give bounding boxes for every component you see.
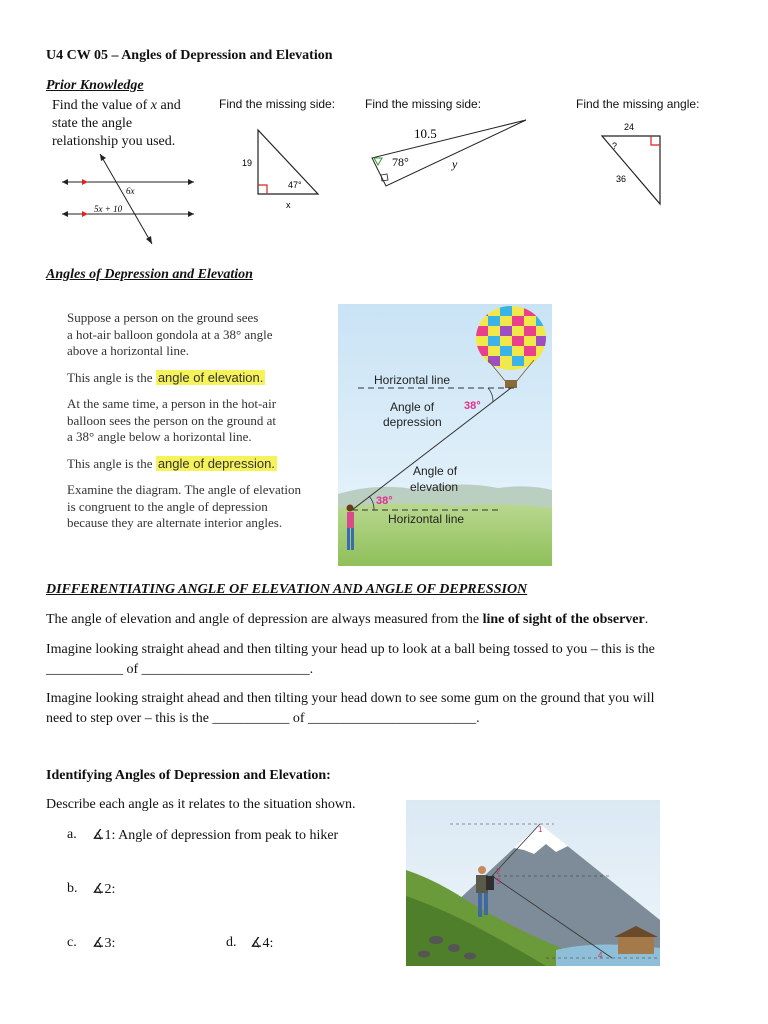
- unknown-x-label: x: [286, 200, 291, 210]
- unknown-y-label: y: [452, 157, 458, 171]
- problem-4-title: Find the missing angle:: [576, 97, 700, 111]
- angle-4-label: 4: [598, 951, 603, 960]
- side-19-label: 19: [242, 158, 253, 168]
- describe-instruction: Describe each angle as it relates to the situation shown.: [46, 797, 356, 812]
- item-d-text: ∡4:: [250, 936, 274, 951]
- worksheet-title: U4 CW 05 – Angles of Depression and Elevation: [46, 48, 333, 63]
- problem-3-title: Find the missing side:: [365, 97, 482, 111]
- horizontal-line-bottom-label: Horizontal line: [388, 512, 465, 526]
- side-36-label: 36: [616, 174, 627, 184]
- elevation-label-1: Angle of: [413, 464, 458, 478]
- angle-1-label: 1: [538, 825, 543, 834]
- section-heading-angles: Angles of Depression and Elevation: [46, 267, 253, 282]
- hyp-10-5-label: 10.5: [414, 126, 437, 141]
- section-heading-identifying: Identifying Angles of Depression and Elevation:: [46, 768, 331, 783]
- angle-78-label: 78°: [392, 155, 409, 169]
- horizontal-line-top-label: Horizontal line: [374, 373, 451, 387]
- mountain-diagram: [406, 800, 660, 966]
- lesson-text: Suppose a person on the ground sees a hot-air balloon gondola at a 38° angle above a horizontal line. This angle is the angle of elevation. At the same time, a person in the hot-air balloon sees the person on the ground at a 38° angle below a horizontal line. This angle is the angle of depression. Examine the diagram. The angle of elevation is congruent to the angle of depression because they are alternate interior angles.: [67, 310, 302, 530]
- problem-2-title: Find the missing side:: [219, 97, 336, 111]
- item-d-letter: d.: [226, 935, 237, 950]
- item-c-letter: c.: [67, 935, 77, 950]
- side-24-label: 24: [624, 122, 635, 132]
- balloon-diagram: [338, 304, 552, 566]
- angle-3-label: 3: [496, 877, 501, 886]
- triangle-problem-3: [366, 112, 536, 192]
- triangle-problem-4: [596, 118, 676, 210]
- item-a-text: ∡1: Angle of depression from peak to hiker: [92, 828, 339, 843]
- item-a-letter: a.: [67, 827, 77, 842]
- angle-2-label: 2: [496, 867, 501, 876]
- unknown-angle-label: ?: [612, 141, 618, 151]
- elevation-angle-label: 38°: [376, 495, 393, 507]
- elevation-label-2: elevation: [410, 480, 459, 494]
- tilt-down-paragraph: Imagine looking straight ahead and then tilting your head down to see some gum on the ground that you will need to step over – this is the ___________ of ________________________.: [46, 691, 655, 726]
- depression-angle-label: 38°: [464, 400, 481, 412]
- item-b-letter: b.: [67, 881, 78, 896]
- line-of-sight-paragraph: The angle of elevation and angle of depression are always measured from the line of sight of the observer.: [46, 612, 649, 627]
- highlight-angle-depression: angle of depression.: [157, 455, 275, 471]
- depression-label-2: depression: [383, 415, 442, 429]
- tilt-up-paragraph: Imagine looking straight ahead and then tilting your head up to look at a ball being tossed to you – this is the ___________ of ________________________.: [46, 642, 655, 677]
- item-b-text: ∡2:: [92, 882, 116, 897]
- triangle-problem-2: [238, 122, 328, 214]
- angle-47-label: 47°: [288, 180, 302, 190]
- depression-label-1: Angle of: [390, 400, 435, 414]
- item-c-text: ∡3:: [92, 936, 116, 951]
- problem-1-text: Find the value of x and state the angle relationship you used.: [52, 98, 181, 149]
- prior-knowledge-heading: Prior Knowledge: [46, 78, 144, 93]
- section-heading-differentiating: DIFFERENTIATING ANGLE OF ELEVATION AND ANGLE OF DEPRESSION: [46, 582, 528, 597]
- angle-label-5x10: 5x + 10: [94, 204, 123, 214]
- highlight-angle-elevation: angle of elevation.: [157, 369, 264, 385]
- parallel-lines-diagram: [58, 150, 198, 246]
- angle-label-6x: 6x: [126, 186, 135, 196]
